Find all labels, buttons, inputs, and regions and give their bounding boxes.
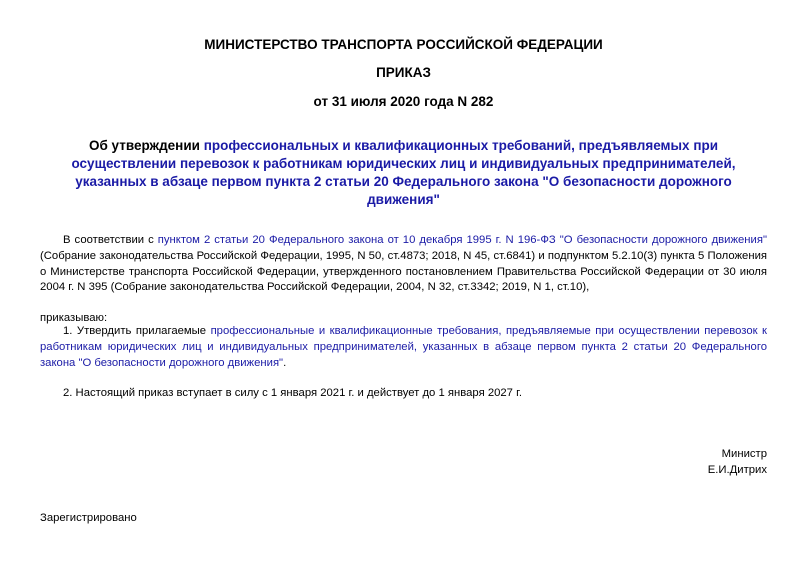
registration-note: Зарегистрировано [40, 512, 137, 524]
preamble-prefix: В соответствии с [63, 234, 158, 246]
order-item-1 [40, 324, 767, 371]
title-requirements-link[interactable]: профессиональных и квалификационных требований, предъявляемых при осуществлении перевозок к работникам юридических лиц и индивидуальных предпринимателей, указанных в абзаце первом пункта 2 статьи 20 Федерального закона "О безопасности дорожного движения" [71, 138, 736, 207]
signatory-name: Е.И.Дитрих [707, 464, 767, 476]
document-title [40, 137, 767, 209]
item-1-prefix: 1. Утвердить прилагаемые [63, 325, 211, 337]
ministry-heading: МИНИСТЕРСТВО ТРАНСПОРТА РОССИЙСКОЙ ФЕДЕРАЦИИ [204, 37, 603, 52]
law-article-link[interactable]: пунктом 2 статьи 20 Федерального закона от 10 декабря 1995 г. N 196-ФЗ "О безопасности дорожного движения" [157, 234, 767, 246]
date-number-heading: от 31 июля 2020 года N 282 [313, 94, 494, 109]
order-item-2: 2. Настоящий приказ вступает в силу с 1 января 2021 г. и действует до 1 января 2027 г. [63, 387, 522, 399]
order-word: приказываю: [40, 312, 108, 324]
preamble-paragraph [40, 233, 767, 296]
document-type-heading: ПРИКАЗ [376, 65, 431, 80]
signatory-position: Министр [721, 448, 767, 460]
requirements-link[interactable]: профессиональные и квалификационные требования, предъявляемые при осуществлении перевозок к работникам юридических лиц и индивидуальных предпринимателей, указанных в абзаце первом пункта 2 статьи 20 Федерального закона "О безопасности дорожного движения" [40, 325, 767, 369]
item-1-suffix: . [283, 356, 287, 369]
title-prefix: Об утверждении [88, 138, 204, 153]
preamble-rest: (Собрание законодательства Российской Федерации, 1995, N 50, ст.4873; 2018, N 45, ст.6841) и подпунктом 5.2.10(3) пункта 5 Положения о Министерстве транспорта Российской Федерации, утвержденного постановлением Правительства Российской Федерации от 30 июля 2004 г. N 395 (Собрание законодательства Российской Федерации, 2004, N 32, ст.3342; 2019, N 1, ст.10), [40, 249, 767, 294]
